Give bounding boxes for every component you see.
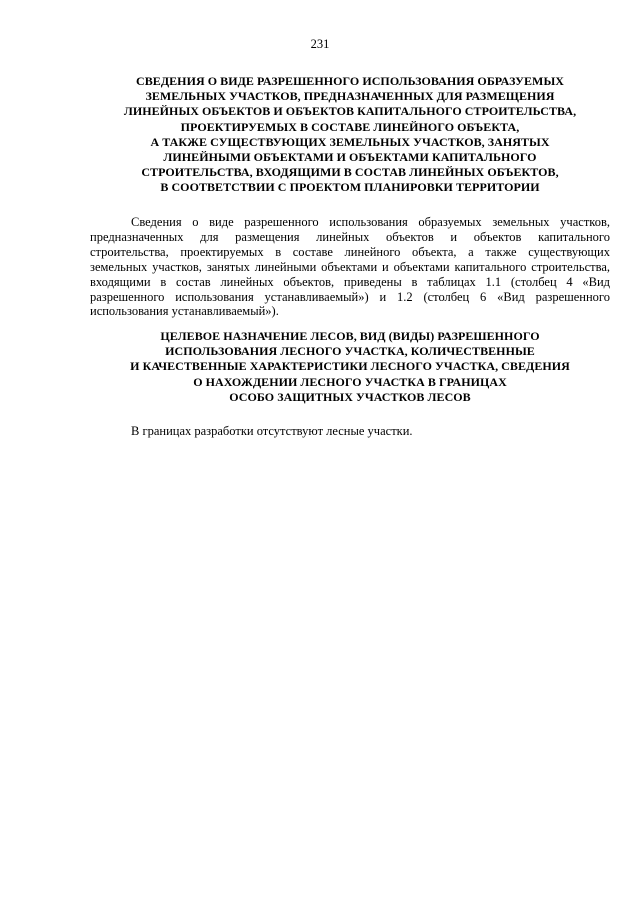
heading-line: ОСОБО ЗАЩИТНЫХ УЧАСТКОВ ЛЕСОВ: [229, 389, 471, 404]
paragraph-line: предназначенных для размещения линейных объектов и объектов капитального: [90, 229, 610, 244]
heading-line: ЛИНЕЙНЫХ ОБЪЕКТОВ И ОБЪЕКТОВ КАПИТАЛЬНОГО СТРОИТЕЛЬСТВА,: [123, 104, 577, 119]
paragraph-line: разрешенного использования устанавливаемый») и 1.2 (столбец 6 «Вид разрешенного: [90, 289, 610, 304]
heading-line: О НАХОЖДЕНИИ ЛЕСНОГО УЧАСТКА В ГРАНИЦАХ: [193, 374, 507, 389]
heading-line: СВЕДЕНИЯ О ВИДЕ РАЗРЕШЕННОГО ИСПОЛЬЗОВАНИЯ ОБРАЗУЕМЫХ: [136, 74, 564, 88]
paragraph-line: входящими в состав линейных объектов, приведены в таблицах 1.1 (столбец 4 «Вид: [90, 274, 610, 289]
heading-line: ПРОЕКТИРУЕМЫХ В СОСТАВЕ ЛИНЕЙНОГО ОБЪЕКТА,: [180, 119, 520, 134]
section-heading-land-use: [90, 74, 610, 196]
paragraph-line: строительства, проектируемых в составе линейного объекта, а также существующих: [90, 244, 610, 259]
paragraph-line: В границах разработки отсутствуют лесные участки.: [131, 424, 413, 438]
heading-line: ЦЕЛЕВОЕ НАЗНАЧЕНИЕ ЛЕСОВ, ВИД (ВИДЫ) РАЗРЕШЕННОГО: [160, 329, 540, 343]
heading-line: И КАЧЕСТВЕННЫЕ ХАРАКТЕРИСТИКИ ЛЕСНОГО УЧАСТКА, СВЕДЕНИЯ: [130, 359, 570, 374]
heading-line: А ТАКЖЕ СУЩЕСТВУЮЩИХ ЗЕМЕЛЬНЫХ УЧАСТКОВ, ЗАНЯТЫХ: [150, 134, 550, 149]
section-paragraph-land-use: [90, 215, 610, 319]
page-number: 231: [310, 37, 330, 51]
paragraph-line: земельных участков, занятых линейными объектами и объектами капитального строительства,: [90, 259, 610, 274]
heading-line: ИСПОЛЬЗОВАНИЯ ЛЕСНОГО УЧАСТКА, КОЛИЧЕСТВЕННЫЕ: [165, 344, 535, 359]
heading-line: В СООТВЕТСТВИИ С ПРОЕКТОМ ПЛАНИРОВКИ ТЕРРИТОРИИ: [160, 180, 540, 195]
heading-line: ЛИНЕЙНЫМИ ОБЪЕКТАМИ И ОБЪЕКТАМИ КАПИТАЛЬНОГО: [163, 150, 537, 165]
heading-line: ЗЕМЕЛЬНЫХ УЧАСТКОВ, ПРЕДНАЗНАЧЕННЫХ ДЛЯ РАЗМЕЩЕНИЯ: [145, 89, 555, 104]
section-heading-forests: [90, 329, 610, 405]
heading-line: СТРОИТЕЛЬСТВА, ВХОДЯЩИМИ В СОСТАВ ЛИНЕЙНЫХ ОБЪЕКТОВ,: [141, 165, 559, 180]
section-paragraph-forests: [90, 424, 610, 439]
paragraph-line: Сведения о виде разрешенного использования образуемых земельных участков,: [131, 215, 610, 229]
paragraph-line: использования устанавливаемый»).: [90, 304, 279, 319]
